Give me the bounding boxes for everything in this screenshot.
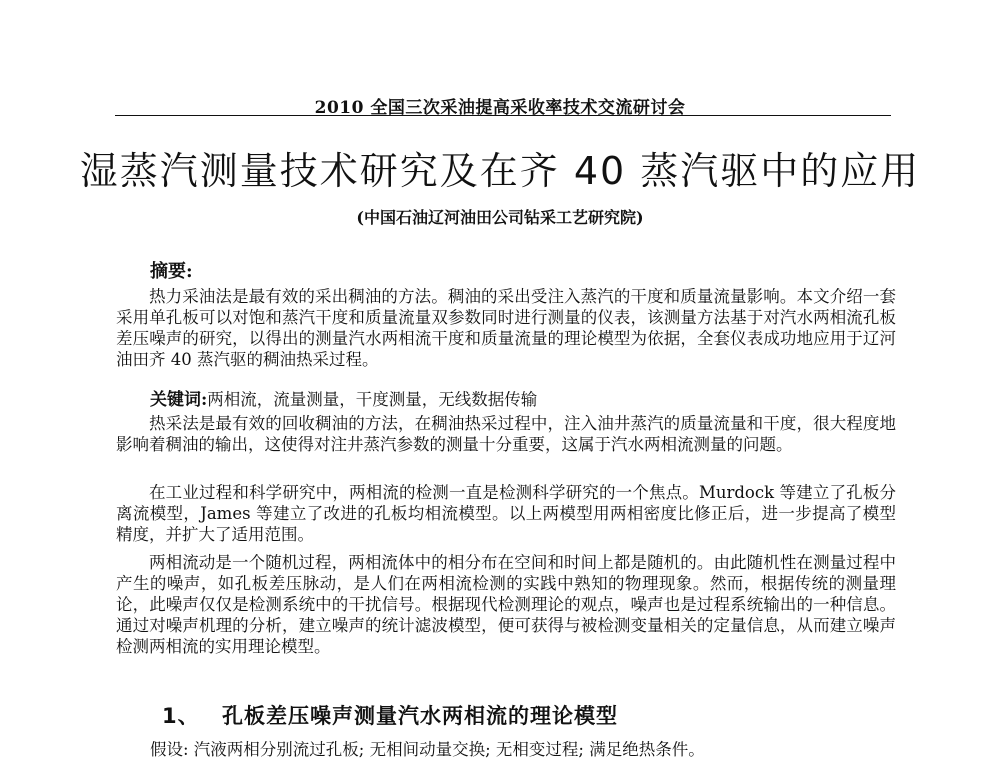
author-affiliation: (中国石油辽河油田公司钻采工艺研究院): [356, 208, 644, 227]
paper-title: 湿蒸汽测量技术研究及在齐 40 蒸汽驱中的应用: [79, 149, 921, 193]
section-number: 1、: [162, 704, 200, 728]
conference-header: 2010 全国三次采油提高采收率技术交流研讨会: [314, 98, 686, 118]
keywords-text: 两相流，流量测量，干度测量，无线数据传输: [207, 390, 538, 409]
abstract-heading: 摘要:: [150, 261, 193, 282]
body-paragraph-2: 在工业过程和科学研究中，两相流的检测一直是检测科学研究的一个焦点。Murdock 等建立了孔板分离流模型，James 等建立了改进的孔板均相流模型。以上两模型用两相密度比修正后，进一步提高了模型精度，并扩大了适用范围。: [116, 483, 896, 544]
abstract-text: 热力采油法是最有效的采出稠油的方法。稠油的采出受注入蒸汽的干度和质量流量影响。本文介绍一套采用单孔板可以对饱和蒸汽干度和质量流量双参数同时进行测量的仪表，该测量方法基于对汽水两相流孔板差压噪声的研究，以得出的测量汽水两相流干度和质量流量的理论模型为依据，全套仪表成功地应用于辽河油田齐 40 蒸汽驱的稠油热采过程。: [116, 287, 896, 369]
body-paragraph-1: 热采法是最有效的回收稠油的方法，在稠油热采过程中，注入油井蒸汽的质量流量和干度，很大程度地影响着稠油的输出，这使得对注井蒸汽参数的测量十分重要，这属于汽水两相流测量的问题。: [116, 414, 896, 454]
section-1-heading: [162, 700, 618, 730]
section-title: 孔板差压噪声测量汽水两相流的理论模型: [222, 704, 618, 728]
keywords-label: 关键词:: [150, 390, 208, 410]
section-1-assumption: 假设: 汽液两相分别流过孔板; 无相间动量交换; 无相变过程; 满足绝热条件。: [150, 740, 705, 759]
body-paragraph-3: 两相流动是一个随机过程，两相流体中的相分布在空间和时间上都是随机的。由此随机性在测量过程中产生的噪声，如孔板差压脉动，是人们在两相流检测的实践中熟知的物理现象。然而，根据传统的测量理论，此噪声仅仅是检测系统中的干扰信号。根据现代检测理论的观点，噪声也是过程系统输出的一种信息。通过对噪声机理的分析，建立噪声的统计滤波模型，便可获得与被检测变量相关的定量信息，从而建立噪声检测两相流的实用理论模型。: [116, 553, 896, 656]
header-rule: [115, 115, 891, 116]
keywords-line: [150, 385, 537, 410]
